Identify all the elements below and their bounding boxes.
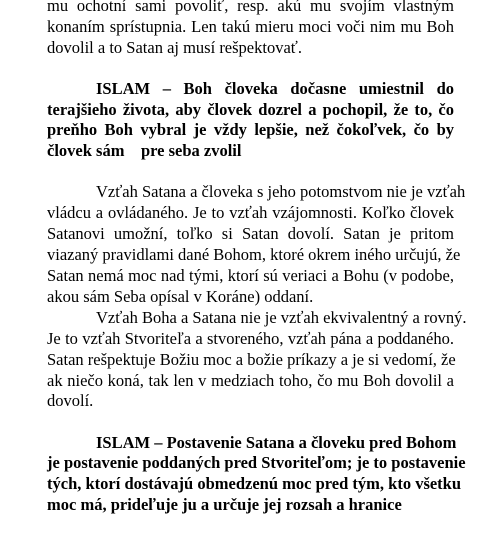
text-line: mu ochotní sami povoliť, resp. akú mu svojím vlastným [47, 0, 454, 15]
text-line: Satan rešpektuje Božiu moc a božie príkazy a je si vedomí, že [47, 350, 456, 369]
text-line: dovolí. [47, 391, 94, 410]
text-line: Satan nemá moc nad tými, ktorí sú veriaci a Bohu (v podobe, [47, 266, 454, 285]
text-line: Satanovi umožní, toľko si Satan dovolí. Satan je pritom [47, 224, 454, 243]
heading-line: preňho Boh vybral je vždy lepšie, než čokoľvek, čo by [47, 120, 454, 139]
heading-line: je postavenie poddaných pred Stvoriteľom; je to postavenie [47, 453, 466, 472]
text-line: ak niečo koná, tak len v medziach toho, čo mu Boh dovolil a [47, 371, 454, 390]
heading-line: ISLAM – Postavenie Satana a človeku pred Bohom [96, 433, 457, 452]
text-line: Vzťah Boha a Satana nie je vzťah ekvivalentný a rovný. [96, 308, 467, 327]
heading-line: moc má, prideľuje ju a určuje jej rozsah a hranice [47, 495, 402, 514]
heading-line: ISLAM – Boh človeka dočasne umiestnil do [96, 79, 454, 98]
text-line: vládcu a ovládaného. Je to vzťah vzájomnosti. Koľko človek [47, 203, 454, 222]
text-line: Vzťah Satana a človeka s jeho potomstvom nie je vzťah [96, 182, 466, 201]
text-line: dovolil a to Satan aj musí rešpektovať. [47, 38, 302, 57]
text-line: viazaný pravidlami dané Bohom, ktoré okrem iného určujú, že [47, 245, 461, 264]
heading-line: človek sám pre seba zvolil [47, 141, 242, 160]
heading-line: tých, ktorí dostávajú obmedzenú moc pred tým, kto všetku [47, 474, 462, 493]
heading-line: terajšieho života, aby človek dozrel a pochopil, že to, čo [47, 100, 454, 119]
text-line: konaním sprístupnia. Len takú mieru moci voči nim mu Boh [47, 17, 454, 36]
text-line: Je to vzťah Stvoriteľa a stvoreného, vzťah pána a poddaného. [47, 329, 454, 348]
text-line: akou sám Seba opísal v Koráne) oddaní. [47, 287, 314, 306]
